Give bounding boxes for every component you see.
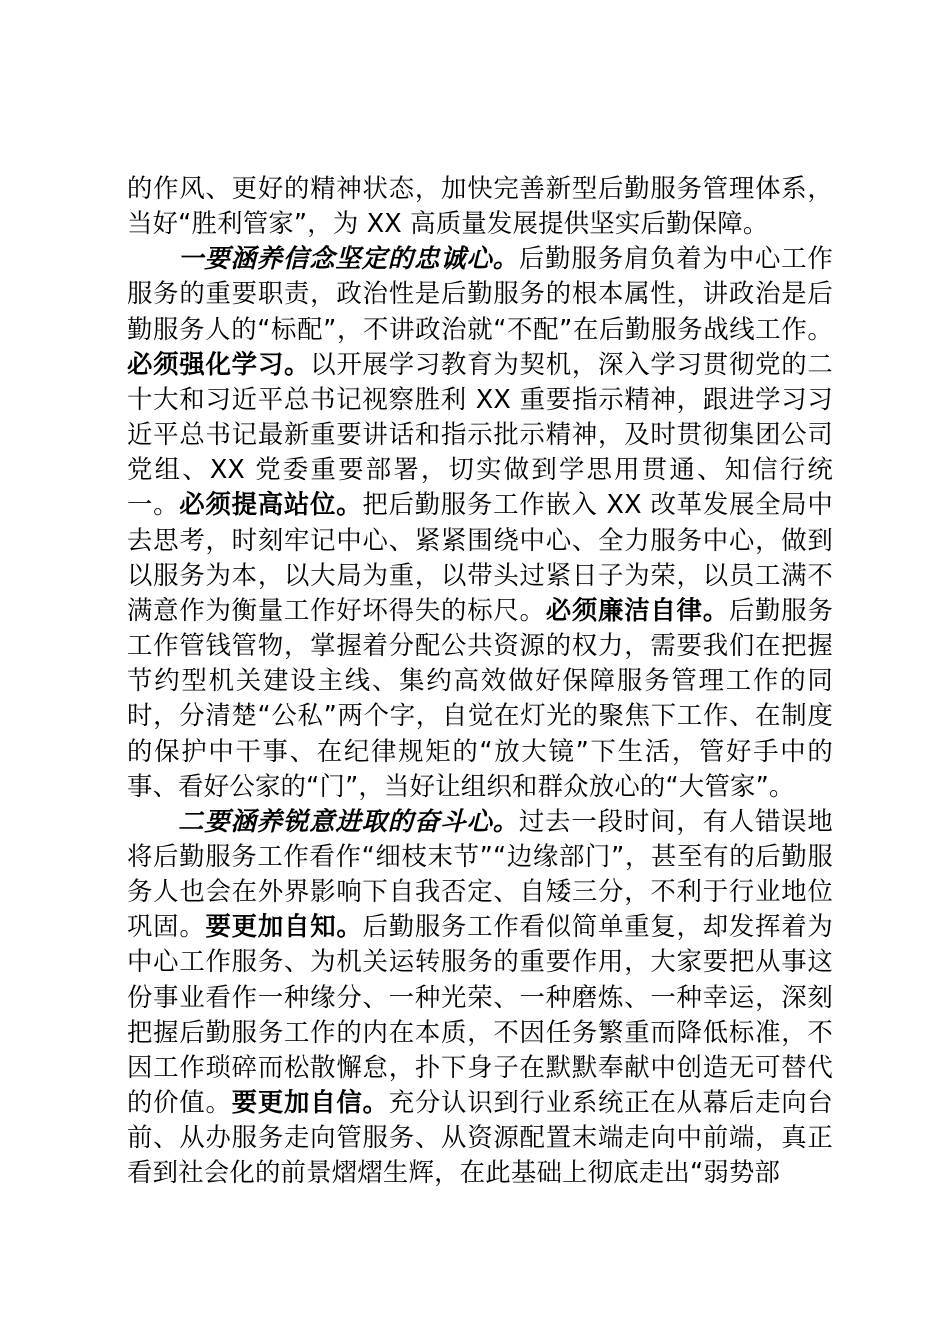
body-text: 后勤服务工作管钱管物，掌握着分配公共资源的权力，需要我们在把握节约型机关建设主线、集约高效做好保障服务管理工作的同时，分清楚“公私”两个字，自觉在灯光的聚焦下工作、在制度的保护中干事、在纪律规矩的“放大镜”下生活，管好手中的事、看好公家的“门”，当好让组织和群众放心的“大管家”。 <box>127 594 833 801</box>
body-text: 的作风、更好的精神状态，加快完善新型后勤服务管理体系，当好“胜利管家”，为 XX 高质量发展提供坚实后勤保障。 <box>127 173 833 239</box>
paragraph-loyalty <box>127 241 833 804</box>
emphasis-raise-standpoint: 必须提高站位。 <box>179 489 363 520</box>
body-text: 过去一段时间，有人错误地将后勤服务工作看作“细枝末节”“边缘部门”，甚至有的后勤服务人也会在外界影响下自我否定、自矮三分，不利于行业地位巩固。 <box>127 805 833 942</box>
paragraph-intro-closing <box>127 171 833 241</box>
body-text: 把后勤服务工作嵌入 XX 改革发展全局中去思考，时刻牢记中心、紧紧围绕中心、全力服务中心，做到以服务为本，以大局为重，以带头过紧日子为荣，以员工满不满意作为衡量工作好坏得失的标尺。 <box>127 489 833 625</box>
emphasis-integrity-self-discipline: 必须廉洁自律。 <box>545 594 729 625</box>
body-text: 后勤服务肩负着为中心工作服务的重要职责，政治性是后勤服务的根本属性，讲政治是后勤服务人的“标配”，不讲政治就“不配”在后勤服务战线工作。 <box>127 243 833 344</box>
section-heading-loyalty: 一要涵养信念坚定的忠诚心。 <box>178 243 519 274</box>
emphasis-strengthen-learning: 必须强化学习。 <box>127 348 311 379</box>
document-body <box>127 171 833 1191</box>
emphasis-self-awareness: 要更加自知。 <box>205 911 363 942</box>
body-text: 充分认识到行业系统正在从幕后走向台前、从办服务走向管服务、从资源配置末端走向中前端，真正看到社会化的前景熠熠生辉，在此基础上彻底走出“弱势部 <box>127 1087 833 1188</box>
paragraph-striving <box>127 804 833 1191</box>
emphasis-self-confidence: 要更加自信。 <box>231 1087 389 1118</box>
body-text: 后勤服务工作看似简单重复，却发挥着为中心工作服务、为机关运转服务的重要作用，大家要把从事这份事业看作一种缘分、一种光荣、一种磨炼、一种幸运，深刻把握后勤服务工作的内在本质，不因任务繁重而降低标准，不因工作琐碎而松散懈怠，扑下身子在默默奉献中创造无可替代的价值。 <box>127 911 833 1118</box>
section-heading-striving: 二要涵养锐意进取的奋斗心。 <box>178 805 519 836</box>
body-text: 以开展学习教育为契机，深入学习贯彻党的二十大和习近平总书记视察胜利 XX 重要指示精神，跟进学习习近平总书记最新重要讲话和指示批示精神，及时贯彻集团公司党组、XX 党委重要部署，切实做到学思用贯通、知信行统一。 <box>127 348 833 520</box>
